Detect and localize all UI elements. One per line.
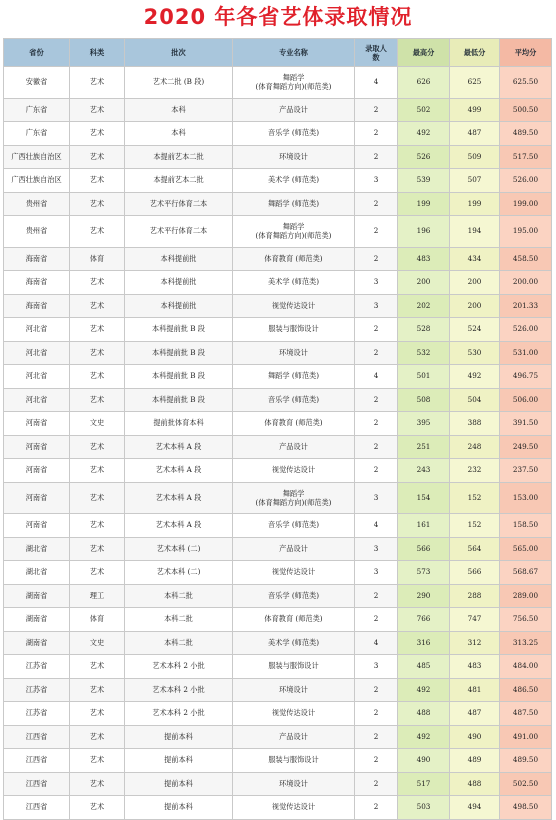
cell-province: 河北省	[4, 341, 70, 365]
cell-batch: 艺术二批 (B 段)	[125, 67, 233, 99]
cell-batch: 本科二批	[125, 631, 233, 655]
cell-avg: 506.00	[500, 388, 552, 412]
cell-high: 485	[398, 655, 450, 679]
cell-province: 安徽省	[4, 67, 70, 99]
cell-enroll: 3	[355, 271, 398, 295]
cell-high: 395	[398, 412, 450, 436]
cell-enroll: 2	[355, 772, 398, 796]
cell-major: 舞蹈学 (师范类)	[233, 192, 355, 216]
cell-category: 艺术	[70, 169, 125, 193]
cell-high: 316	[398, 631, 450, 655]
cell-province: 贵州省	[4, 216, 70, 248]
table-row	[4, 122, 552, 146]
cell-batch: 本科	[125, 98, 233, 122]
table-row	[4, 749, 552, 773]
cell-high: 508	[398, 388, 450, 412]
cell-province: 河北省	[4, 365, 70, 389]
cell-enroll: 2	[355, 122, 398, 146]
cell-avg: 489.50	[500, 122, 552, 146]
cell-major: 视觉传达设计	[233, 796, 355, 820]
cell-enroll: 2	[355, 388, 398, 412]
cell-high: 251	[398, 435, 450, 459]
cell-batch: 本科提前批	[125, 247, 233, 271]
major-name-line2: (体育舞蹈方向)(师范类)	[255, 497, 332, 507]
header-high: 最高分	[398, 39, 450, 67]
cell-enroll: 2	[355, 678, 398, 702]
cell-category: 理工	[70, 584, 125, 608]
cell-low: 312	[450, 631, 500, 655]
cell-avg: 526.00	[500, 318, 552, 342]
table-row	[4, 341, 552, 365]
cell-avg: 625.50	[500, 67, 552, 99]
cell-category: 艺术	[70, 796, 125, 820]
header-batch: 批次	[125, 39, 233, 67]
table-row	[4, 702, 552, 726]
cell-low: 434	[450, 247, 500, 271]
cell-enroll: 2	[355, 341, 398, 365]
table-row	[4, 725, 552, 749]
page-title: 2020 年各省艺体录取情况	[143, 5, 413, 29]
cell-province: 湖南省	[4, 584, 70, 608]
cell-batch: 提前本科	[125, 725, 233, 749]
cell-low: 492	[450, 365, 500, 389]
cell-avg: 200.00	[500, 271, 552, 295]
cell-low: 747	[450, 608, 500, 632]
cell-low: 487	[450, 702, 500, 726]
cell-enroll: 2	[355, 584, 398, 608]
cell-enroll: 4	[355, 67, 398, 99]
cell-enroll: 4	[355, 365, 398, 389]
cell-batch: 本提前艺本二批	[125, 145, 233, 169]
cell-province: 湖北省	[4, 561, 70, 585]
table-row	[4, 584, 552, 608]
cell-category: 艺术	[70, 271, 125, 295]
cell-avg: 153.00	[500, 482, 552, 514]
cell-batch: 本科提前批	[125, 271, 233, 295]
cell-province: 河南省	[4, 459, 70, 483]
cell-major: 环境设计	[233, 145, 355, 169]
cell-batch: 本科提前批	[125, 294, 233, 318]
cell-enroll: 2	[355, 749, 398, 773]
cell-province: 河北省	[4, 318, 70, 342]
table-row	[4, 247, 552, 271]
header-major: 专业名称	[233, 39, 355, 67]
cell-low: 507	[450, 169, 500, 193]
cell-avg: 498.50	[500, 796, 552, 820]
cell-low: 152	[450, 514, 500, 538]
cell-avg: 199.00	[500, 192, 552, 216]
cell-major: 服装与服饰设计	[233, 749, 355, 773]
cell-major: 环境设计	[233, 772, 355, 796]
table-row	[4, 169, 552, 193]
cell-category: 艺术	[70, 294, 125, 318]
cell-province: 江西省	[4, 772, 70, 796]
cell-major: 体育教育 (师范类)	[233, 247, 355, 271]
header-avg: 平均分	[500, 39, 552, 67]
cell-province: 广西壮族自治区	[4, 145, 70, 169]
cell-batch: 艺术本科 A 段	[125, 459, 233, 483]
table-row	[4, 318, 552, 342]
cell-high: 626	[398, 67, 450, 99]
cell-batch: 艺术本科 A 段	[125, 435, 233, 459]
cell-category: 艺术	[70, 655, 125, 679]
cell-batch: 提前本科	[125, 749, 233, 773]
cell-category: 艺术	[70, 435, 125, 459]
cell-low: 509	[450, 145, 500, 169]
cell-batch: 本提前艺本二批	[125, 169, 233, 193]
cell-high: 488	[398, 702, 450, 726]
cell-low: 504	[450, 388, 500, 412]
cell-high: 532	[398, 341, 450, 365]
cell-batch: 本科提前批 B 段	[125, 318, 233, 342]
cell-low: 152	[450, 482, 500, 514]
cell-batch: 本科二批	[125, 608, 233, 632]
cell-avg: 458.50	[500, 247, 552, 271]
cell-batch: 艺术平行体育二本	[125, 192, 233, 216]
cell-high: 490	[398, 749, 450, 773]
cell-avg: 195.00	[500, 216, 552, 248]
cell-province: 广西壮族自治区	[4, 169, 70, 193]
cell-avg: 517.50	[500, 145, 552, 169]
cell-category: 艺术	[70, 725, 125, 749]
cell-province: 广东省	[4, 98, 70, 122]
cell-category: 文史	[70, 412, 125, 436]
cell-low: 494	[450, 796, 500, 820]
cell-enroll: 4	[355, 514, 398, 538]
cell-category: 艺术	[70, 702, 125, 726]
cell-avg: 313.25	[500, 631, 552, 655]
cell-batch: 艺术本科 2 小批	[125, 655, 233, 679]
cell-major	[233, 216, 355, 248]
table-row	[4, 482, 552, 514]
cell-province: 海南省	[4, 294, 70, 318]
cell-batch: 提前批体育本科	[125, 412, 233, 436]
cell-province: 湖北省	[4, 537, 70, 561]
cell-major: 服装与服饰设计	[233, 655, 355, 679]
cell-avg: 486.50	[500, 678, 552, 702]
cell-major: 视觉传达设计	[233, 294, 355, 318]
cell-low: 200	[450, 294, 500, 318]
cell-high: 243	[398, 459, 450, 483]
cell-category: 体育	[70, 608, 125, 632]
table-row	[4, 678, 552, 702]
cell-avg: 391.50	[500, 412, 552, 436]
cell-major: 产品设计	[233, 98, 355, 122]
table-row	[4, 796, 552, 820]
table-row	[4, 459, 552, 483]
cell-low: 481	[450, 678, 500, 702]
cell-enroll: 2	[355, 318, 398, 342]
cell-avg: 565.00	[500, 537, 552, 561]
cell-low: 194	[450, 216, 500, 248]
cell-enroll: 2	[355, 608, 398, 632]
cell-province: 湖南省	[4, 608, 70, 632]
cell-enroll: 2	[355, 145, 398, 169]
cell-province: 河南省	[4, 514, 70, 538]
cell-batch: 本科二批	[125, 584, 233, 608]
cell-category: 艺术	[70, 678, 125, 702]
cell-low: 200	[450, 271, 500, 295]
cell-avg: 502.50	[500, 772, 552, 796]
table-row	[4, 514, 552, 538]
cell-batch: 本科	[125, 122, 233, 146]
table-body	[4, 67, 552, 820]
table-row	[4, 435, 552, 459]
cell-avg: 289.00	[500, 584, 552, 608]
cell-major: 舞蹈学 (师范类)	[233, 365, 355, 389]
cell-high: 492	[398, 122, 450, 146]
cell-high: 501	[398, 365, 450, 389]
cell-enroll: 2	[355, 98, 398, 122]
cell-category: 艺术	[70, 122, 125, 146]
table-row	[4, 216, 552, 248]
table-row	[4, 67, 552, 99]
table-row	[4, 271, 552, 295]
cell-enroll: 2	[355, 725, 398, 749]
cell-major: 音乐学 (师范类)	[233, 122, 355, 146]
cell-low: 524	[450, 318, 500, 342]
cell-enroll: 2	[355, 247, 398, 271]
cell-high: 492	[398, 725, 450, 749]
cell-avg: 487.50	[500, 702, 552, 726]
cell-province: 河南省	[4, 435, 70, 459]
cell-province: 贵州省	[4, 192, 70, 216]
cell-avg: 249.50	[500, 435, 552, 459]
cell-category: 艺术	[70, 482, 125, 514]
cell-high: 517	[398, 772, 450, 796]
cell-major: 产品设计	[233, 537, 355, 561]
cell-major: 服装与服饰设计	[233, 318, 355, 342]
cell-major: 产品设计	[233, 725, 355, 749]
cell-category: 艺术	[70, 772, 125, 796]
cell-enroll: 3	[355, 537, 398, 561]
cell-major: 音乐学 (师范类)	[233, 514, 355, 538]
cell-low: 499	[450, 98, 500, 122]
cell-batch: 提前本科	[125, 772, 233, 796]
cell-avg: 158.50	[500, 514, 552, 538]
cell-low: 625	[450, 67, 500, 99]
cell-province: 河北省	[4, 388, 70, 412]
cell-major	[233, 482, 355, 514]
table-row	[4, 561, 552, 585]
cell-high: 290	[398, 584, 450, 608]
cell-enroll: 2	[355, 435, 398, 459]
cell-avg: 531.00	[500, 341, 552, 365]
cell-major: 体育教育 (师范类)	[233, 412, 355, 436]
cell-high: 154	[398, 482, 450, 514]
cell-batch: 艺术本科 2 小批	[125, 702, 233, 726]
cell-enroll: 2	[355, 796, 398, 820]
cell-enroll: 3	[355, 561, 398, 585]
cell-category: 艺术	[70, 192, 125, 216]
table-row	[4, 631, 552, 655]
cell-batch: 艺术本科 (二)	[125, 537, 233, 561]
cell-low: 566	[450, 561, 500, 585]
cell-batch: 艺术本科 2 小批	[125, 678, 233, 702]
cell-avg: 568.67	[500, 561, 552, 585]
cell-avg: 489.50	[500, 749, 552, 773]
cell-major: 视觉传达设计	[233, 459, 355, 483]
table-header	[4, 39, 552, 67]
cell-major	[233, 67, 355, 99]
cell-major: 视觉传达设计	[233, 702, 355, 726]
cell-low: 530	[450, 341, 500, 365]
cell-low: 489	[450, 749, 500, 773]
cell-category: 艺术	[70, 145, 125, 169]
table-row	[4, 412, 552, 436]
cell-low: 199	[450, 192, 500, 216]
cell-province: 江西省	[4, 796, 70, 820]
cell-high: 492	[398, 678, 450, 702]
cell-low: 288	[450, 584, 500, 608]
cell-province: 江苏省	[4, 678, 70, 702]
cell-major: 美术学 (师范类)	[233, 169, 355, 193]
cell-low: 388	[450, 412, 500, 436]
cell-high: 502	[398, 98, 450, 122]
cell-major: 视觉传达设计	[233, 561, 355, 585]
cell-category: 艺术	[70, 514, 125, 538]
header-enroll: 录取人数	[355, 39, 398, 67]
cell-category: 艺术	[70, 365, 125, 389]
cell-high: 573	[398, 561, 450, 585]
cell-major: 环境设计	[233, 341, 355, 365]
cell-high: 539	[398, 169, 450, 193]
table-row	[4, 145, 552, 169]
cell-high: 200	[398, 271, 450, 295]
cell-category: 艺术	[70, 388, 125, 412]
cell-avg: 500.50	[500, 98, 552, 122]
table-row	[4, 388, 552, 412]
cell-enroll: 3	[355, 482, 398, 514]
cell-enroll: 2	[355, 216, 398, 248]
cell-avg: 484.00	[500, 655, 552, 679]
cell-avg: 491.00	[500, 725, 552, 749]
cell-province: 江苏省	[4, 655, 70, 679]
cell-province: 江苏省	[4, 702, 70, 726]
cell-high: 526	[398, 145, 450, 169]
cell-high: 161	[398, 514, 450, 538]
cell-batch: 本科提前批 B 段	[125, 341, 233, 365]
cell-enroll: 2	[355, 459, 398, 483]
cell-province: 江西省	[4, 749, 70, 773]
major-name-line1: 舞蹈学	[282, 488, 305, 498]
major-name-line1: 舞蹈学	[282, 222, 305, 232]
table-row	[4, 772, 552, 796]
table-row	[4, 537, 552, 561]
cell-category: 艺术	[70, 341, 125, 365]
major-name-line2: (体育舞蹈方向)(师范类)	[255, 231, 332, 241]
table-row	[4, 98, 552, 122]
header-low: 最低分	[450, 39, 500, 67]
table-row	[4, 608, 552, 632]
cell-batch: 艺术本科 A 段	[125, 514, 233, 538]
table-row	[4, 192, 552, 216]
cell-avg: 526.00	[500, 169, 552, 193]
cell-enroll: 3	[355, 169, 398, 193]
cell-high: 566	[398, 537, 450, 561]
cell-province: 河南省	[4, 412, 70, 436]
cell-category: 文史	[70, 631, 125, 655]
cell-major: 美术学 (师范类)	[233, 631, 355, 655]
cell-province: 江西省	[4, 725, 70, 749]
cell-low: 248	[450, 435, 500, 459]
cell-major: 音乐学 (师范类)	[233, 584, 355, 608]
cell-low: 232	[450, 459, 500, 483]
cell-high: 196	[398, 216, 450, 248]
cell-high: 528	[398, 318, 450, 342]
cell-high: 483	[398, 247, 450, 271]
cell-high: 503	[398, 796, 450, 820]
cell-category: 艺术	[70, 749, 125, 773]
header-province: 省份	[4, 39, 70, 67]
table-row	[4, 365, 552, 389]
cell-province: 海南省	[4, 247, 70, 271]
cell-high: 766	[398, 608, 450, 632]
cell-low: 564	[450, 537, 500, 561]
major-name-line1: 舞蹈学	[282, 73, 305, 83]
cell-batch: 艺术本科 A 段	[125, 482, 233, 514]
cell-enroll: 2	[355, 702, 398, 726]
cell-category: 艺术	[70, 216, 125, 248]
table-row	[4, 294, 552, 318]
cell-major: 体育教育 (师范类)	[233, 608, 355, 632]
cell-low: 487	[450, 122, 500, 146]
cell-enroll: 2	[355, 192, 398, 216]
cell-category: 艺术	[70, 561, 125, 585]
cell-category: 艺术	[70, 459, 125, 483]
cell-province: 湖南省	[4, 631, 70, 655]
cell-major: 美术学 (师范类)	[233, 271, 355, 295]
cell-major: 音乐学 (师范类)	[233, 388, 355, 412]
major-name-line2: (体育舞蹈方向)(师范类)	[255, 82, 332, 92]
header-category: 科类	[70, 39, 125, 67]
cell-high: 202	[398, 294, 450, 318]
cell-batch: 艺术本科 (二)	[125, 561, 233, 585]
cell-batch: 本科提前批 B 段	[125, 365, 233, 389]
cell-low: 483	[450, 655, 500, 679]
cell-category: 体育	[70, 247, 125, 271]
cell-avg: 237.50	[500, 459, 552, 483]
cell-enroll: 2	[355, 412, 398, 436]
cell-batch: 本科提前批 B 段	[125, 388, 233, 412]
cell-major: 产品设计	[233, 435, 355, 459]
cell-province: 海南省	[4, 271, 70, 295]
cell-category: 艺术	[70, 98, 125, 122]
cell-high: 199	[398, 192, 450, 216]
cell-category: 艺术	[70, 537, 125, 561]
cell-major: 环境设计	[233, 678, 355, 702]
cell-province: 河南省	[4, 482, 70, 514]
cell-batch: 提前本科	[125, 796, 233, 820]
admission-table	[3, 38, 552, 820]
cell-avg: 201.33	[500, 294, 552, 318]
cell-batch: 艺术平行体育二本	[125, 216, 233, 248]
cell-enroll: 4	[355, 631, 398, 655]
cell-avg: 756.50	[500, 608, 552, 632]
table-row	[4, 655, 552, 679]
cell-low: 488	[450, 772, 500, 796]
cell-province: 广东省	[4, 122, 70, 146]
cell-avg: 496.75	[500, 365, 552, 389]
cell-low: 490	[450, 725, 500, 749]
cell-category: 艺术	[70, 67, 125, 99]
cell-category: 艺术	[70, 318, 125, 342]
cell-enroll: 3	[355, 294, 398, 318]
cell-enroll: 3	[355, 655, 398, 679]
